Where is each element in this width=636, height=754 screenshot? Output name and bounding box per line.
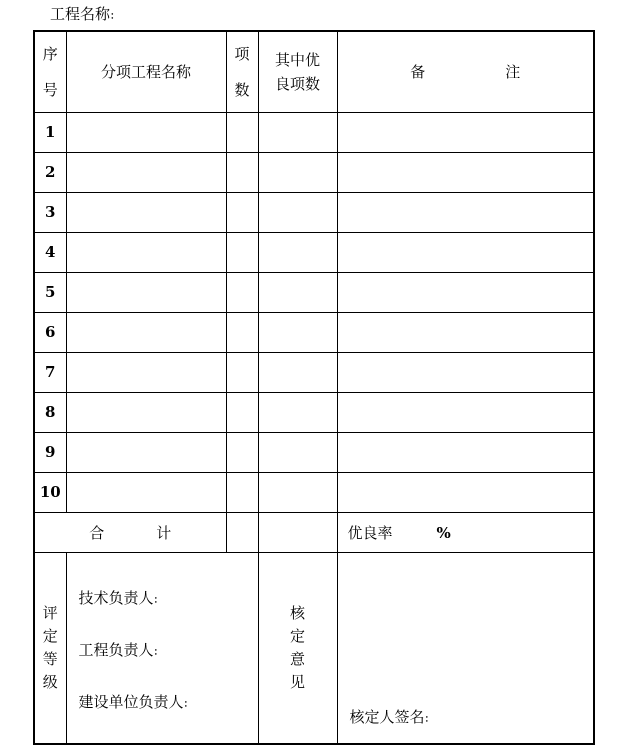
row-name-cell[interactable] [66, 392, 226, 432]
responsible-persons-cell[interactable] [66, 552, 258, 744]
row-number: 4 [34, 232, 66, 272]
excellence-rate-cell[interactable] [337, 512, 594, 552]
header-count-cell [226, 31, 258, 112]
row-excellent-cell[interactable] [258, 272, 337, 312]
row-excellent-cell[interactable] [258, 152, 337, 192]
approval-char-4: 见 [289, 672, 305, 691]
colon-mark: ： [110, 11, 121, 22]
row-count-cell[interactable] [226, 192, 258, 232]
row-name-cell[interactable] [66, 432, 226, 472]
project-lead-line [79, 639, 164, 660]
project-name-text: 工程名称 [50, 5, 111, 23]
builder-lead-line [79, 691, 194, 712]
row-excellent-cell[interactable] [258, 392, 337, 432]
row-count-cell[interactable] [226, 392, 258, 432]
colon-mark: ： [183, 698, 194, 710]
row-number: 6 [34, 312, 66, 352]
sum-label-cell [34, 512, 226, 552]
evaluation-row [34, 552, 594, 744]
project-name-label [50, 4, 120, 27]
header-name-text: 分项工程名称 [100, 63, 191, 82]
sum-row [34, 512, 594, 552]
header-seq-char-2: 号 [42, 80, 58, 99]
row-remark-cell[interactable] [337, 192, 594, 232]
row-excellent-cell[interactable] [258, 192, 337, 232]
header-remark-char-1: 备 [410, 63, 426, 82]
row-number: 3 [34, 192, 66, 232]
table-row [34, 192, 594, 232]
row-name-cell[interactable] [66, 152, 226, 192]
header-excellent-cell [258, 31, 337, 112]
row-number: 1 [34, 112, 66, 152]
row-name-cell[interactable] [66, 272, 226, 312]
evaluation-char-3: 等 [42, 649, 58, 668]
header-excellent-line-1: 其中优 [274, 50, 320, 69]
row-name-cell[interactable] [66, 232, 226, 272]
table-row [34, 352, 594, 392]
header-seq-cell [34, 31, 66, 112]
header-remark-char-2: 注 [505, 63, 521, 82]
row-remark-cell[interactable] [337, 312, 594, 352]
table-row [34, 152, 594, 192]
header-remark-cell [337, 31, 594, 112]
percent-sign: % [436, 523, 451, 542]
table-row [34, 272, 594, 312]
header-excellent-line-2: 良项数 [274, 74, 320, 93]
row-number: 10 [34, 472, 66, 512]
row-count-cell[interactable] [226, 352, 258, 392]
colon-mark: ： [424, 714, 435, 725]
row-excellent-cell[interactable] [258, 232, 337, 272]
sum-count-cell[interactable] [226, 512, 258, 552]
row-remark-cell[interactable] [337, 432, 594, 472]
row-number: 8 [34, 392, 66, 432]
row-number: 9 [34, 432, 66, 472]
row-remark-cell[interactable] [337, 472, 594, 512]
row-remark-cell[interactable] [337, 112, 594, 152]
approver-signature-label: 核定人签名 [349, 708, 425, 726]
approval-char-3: 意 [289, 649, 305, 668]
row-remark-cell[interactable] [337, 352, 594, 392]
row-excellent-cell[interactable] [258, 432, 337, 472]
colon-mark: ： [153, 594, 164, 606]
quality-evaluation-table [33, 30, 595, 745]
table-row [34, 312, 594, 352]
sum-label-char-1: 合 [89, 523, 105, 542]
evaluation-char-2: 定 [42, 626, 58, 645]
row-count-cell[interactable] [226, 112, 258, 152]
table-row [34, 232, 594, 272]
sum-excellent-cell[interactable] [258, 512, 337, 552]
project-lead-label: 工程负责人 [78, 640, 154, 659]
evaluation-label-cell [34, 552, 66, 744]
row-count-cell[interactable] [226, 232, 258, 272]
row-name-cell[interactable] [66, 352, 226, 392]
table-row [34, 472, 594, 512]
row-excellent-cell[interactable] [258, 352, 337, 392]
approver-signature-line [350, 706, 435, 727]
evaluation-char-1: 评 [42, 603, 58, 622]
tech-lead-label: 技术负责人 [78, 588, 154, 607]
row-name-cell[interactable] [66, 472, 226, 512]
row-name-cell[interactable] [66, 112, 226, 152]
row-count-cell[interactable] [226, 472, 258, 512]
row-remark-cell[interactable] [337, 232, 594, 272]
row-count-cell[interactable] [226, 272, 258, 312]
evaluation-char-4: 级 [42, 672, 58, 691]
row-count-cell[interactable] [226, 432, 258, 472]
row-name-cell[interactable] [66, 312, 226, 352]
table-row [34, 392, 594, 432]
approval-char-2: 定 [289, 626, 305, 645]
row-remark-cell[interactable] [337, 272, 594, 312]
row-excellent-cell[interactable] [258, 312, 337, 352]
table-row [34, 112, 594, 152]
header-count-char-2: 数 [234, 80, 250, 99]
table-header-row [34, 31, 594, 112]
row-remark-cell[interactable] [337, 392, 594, 432]
row-excellent-cell[interactable] [258, 472, 337, 512]
colon-mark: ： [153, 646, 164, 658]
approval-opinion-label-cell [258, 552, 337, 744]
row-number: 7 [34, 352, 66, 392]
row-name-cell[interactable] [66, 192, 226, 232]
approval-opinion-cell[interactable] [337, 552, 594, 744]
row-number: 2 [34, 152, 66, 192]
table-row [34, 432, 594, 472]
sum-label-char-2: 计 [156, 523, 172, 542]
row-remark-cell[interactable] [337, 152, 594, 192]
header-seq-char-1: 序 [42, 44, 58, 63]
approval-char-1: 核 [289, 603, 305, 622]
excellence-rate-label: 优良率 [347, 523, 393, 542]
row-count-cell[interactable] [226, 312, 258, 352]
tech-lead-line [79, 587, 164, 608]
header-count-char-1: 项 [234, 44, 250, 63]
row-excellent-cell[interactable] [258, 112, 337, 152]
row-number: 5 [34, 272, 66, 312]
header-name-cell [66, 31, 226, 112]
row-count-cell[interactable] [226, 152, 258, 192]
builder-lead-label: 建设单位负责人 [78, 692, 184, 711]
